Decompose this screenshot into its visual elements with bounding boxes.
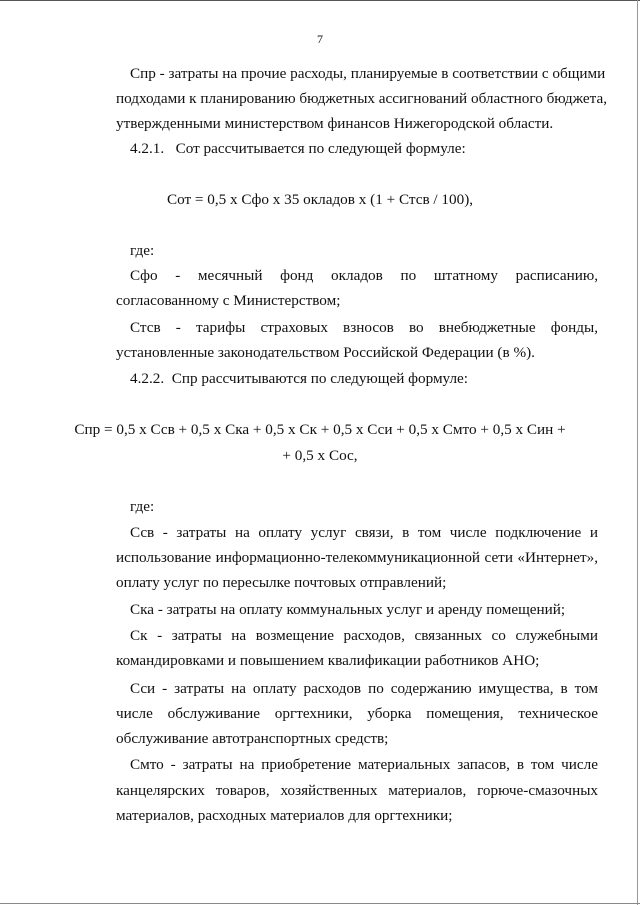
definition-line: канцелярских товаров, хозяйственных материалов, горюче-смазочных bbox=[116, 782, 598, 799]
where-label: где: bbox=[130, 498, 155, 515]
definition-line: обслуживание автотранспортных средств; bbox=[116, 730, 389, 747]
where-label: где: bbox=[130, 242, 155, 259]
text-line: подходами к планированию бюджетных ассигнований областного бюджета, bbox=[116, 90, 608, 107]
definition-line: Сси - затраты на оплату расходов по содержанию имущества, в том bbox=[130, 680, 598, 697]
definition-line: Ск - затраты на возмещение расходов, связанных со служебными bbox=[130, 627, 598, 644]
text-line: утвержденными министерством финансов Нижегородской области. bbox=[116, 115, 554, 132]
section-heading: 4.2.1. Сот рассчитывается по следующей формуле: bbox=[130, 140, 466, 157]
definition-line: согласованному с Министерством; bbox=[116, 292, 341, 309]
page-number: 7 bbox=[317, 32, 323, 46]
definition-line: Смто - затраты на приобретение материальных запасов, в том числе bbox=[130, 756, 598, 773]
definition-line: материалов, расходных материалов для оргтехники; bbox=[116, 807, 453, 824]
definition-line: Ска - затраты на оплату коммунальных услуг и аренду помещений; bbox=[130, 601, 566, 618]
definition-line: числе обслуживание оргтехники, уборка помещения, техническое bbox=[116, 705, 598, 722]
formula: + 0,5 х Сос, bbox=[282, 447, 358, 464]
definition-line: Стсв - тарифы страховых взносов во внебюджетные фонды, bbox=[130, 319, 598, 336]
definition-line: Ссв - затраты на оплату услуг связи, в том числе подключение и bbox=[130, 524, 598, 541]
formula: Сот = 0,5 х Сфо х 35 окладов х (1 + Стсв / 100), bbox=[166, 191, 474, 208]
definition-line: использование информационно-телекоммуникационной сети «Интернет», bbox=[116, 549, 598, 566]
scan-edge-top bbox=[0, 0, 640, 1]
text-line: Спр - затраты на прочие расходы, планируемые в соответствии с общими bbox=[130, 65, 606, 82]
section-heading: 4.2.2. Спр рассчитываются по следующей формуле: bbox=[130, 370, 469, 387]
formula: Спр = 0,5 х Ссв + 0,5 х Ска + 0,5 х Ск + 0,5 х Сси + 0,5 х Смто + 0,5 х Син + bbox=[74, 421, 566, 438]
definition-line: командировками и повышением квалификации работников АНО; bbox=[116, 652, 540, 669]
definition-line: установленные законодательством Российской Федерации (в %). bbox=[116, 344, 535, 361]
scan-edge-bottom bbox=[0, 903, 640, 904]
definition-line: Сфо - месячный фонд окладов по штатному расписанию, bbox=[130, 267, 598, 284]
definition-line: оплату услуг по пересылке почтовых отправлений; bbox=[116, 574, 447, 591]
